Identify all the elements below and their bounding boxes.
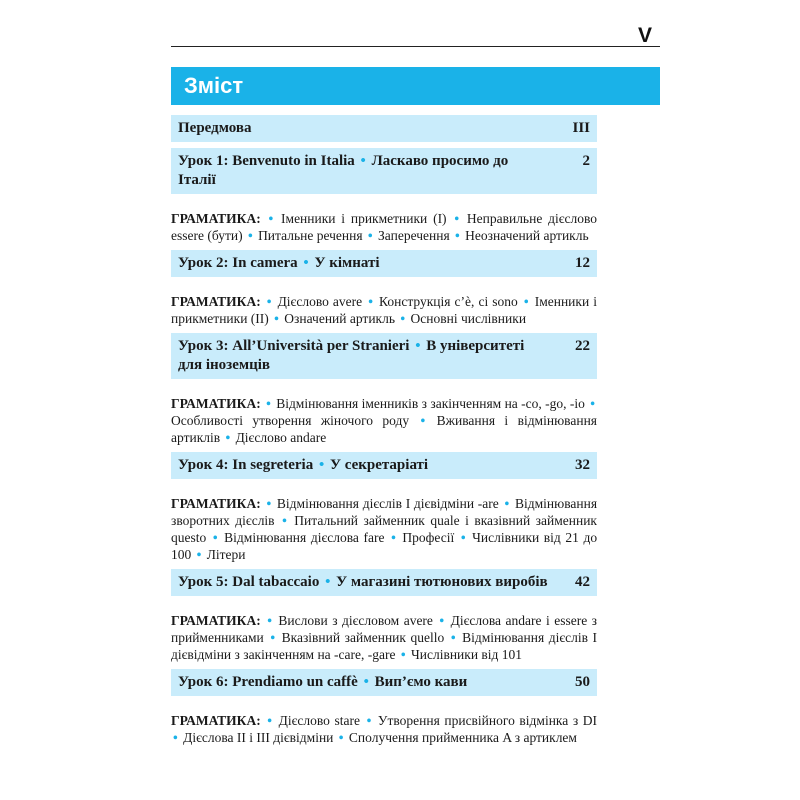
lesson-page-number: 22 xyxy=(575,338,590,354)
bullet-icon: • xyxy=(282,513,287,528)
grammar-topic: Основні числівники xyxy=(410,311,527,326)
grammar-topic: Числівники від 101 xyxy=(410,647,523,662)
grammar-topic: Утворення присвійного відмінка з DI xyxy=(377,713,598,728)
bullet-icon: • xyxy=(420,413,426,428)
bullet-icon: • xyxy=(225,430,231,445)
bullet-icon: • xyxy=(267,713,273,728)
bullet-icon: • xyxy=(303,255,309,271)
bullet-icon: • xyxy=(400,311,406,326)
grammar-topic: Дієслова andare і essere з прийменниками xyxy=(171,613,597,645)
lesson-title-italian: Benvenuto in Italia xyxy=(232,153,355,169)
grammar-topic: Відмінювання іменників з закінченням на -co, -go, -io xyxy=(276,396,585,411)
grammar-topic: Іменники і прикметники (I) xyxy=(281,211,447,226)
preface-title: Передмова xyxy=(178,120,252,136)
lesson-title-italian: In camera xyxy=(232,255,298,271)
lesson-grammar-topics xyxy=(171,293,597,327)
grammar-topic: Заперечення xyxy=(378,228,450,243)
bullet-icon: • xyxy=(267,613,272,628)
grammar-topic: Вислови з дієсловом avere xyxy=(278,613,433,628)
lesson-title-ukrainian: У секретаріаті xyxy=(329,457,429,473)
toc-entry-lesson-5[interactable] xyxy=(171,569,597,596)
grammar-topic: Дієслово avere xyxy=(277,294,363,309)
lesson-title xyxy=(178,152,548,190)
lesson-title-italian: Dal tabaccaio xyxy=(232,574,320,590)
lesson-grammar-topics xyxy=(171,712,597,746)
lesson-prefix: Урок 5: xyxy=(178,574,229,590)
lesson-page-number: 50 xyxy=(575,674,590,690)
bullet-icon: • xyxy=(270,630,276,645)
contents-title: Зміст xyxy=(184,73,244,98)
grammar-topic: Вказівний займенник quello xyxy=(281,630,445,645)
bullet-icon: • xyxy=(212,530,218,545)
lesson-title-italian: All’Università per Stranieri xyxy=(232,338,410,354)
grammar-topic: Професії xyxy=(402,530,455,545)
grammar-topic: Означений артикль xyxy=(284,311,396,326)
grammar-topic: Дієслово andare xyxy=(235,430,327,445)
grammar-topic: Числівники від 21 до 100 xyxy=(171,530,598,562)
bullet-icon: • xyxy=(391,530,396,545)
lesson-title xyxy=(178,673,548,692)
grammar-topic: Літери xyxy=(206,547,246,562)
grammar-label: ГРАМАТИКА: xyxy=(171,613,261,628)
lesson-title-italian: Prendiamo un caffè xyxy=(232,674,358,690)
bullet-icon: • xyxy=(450,630,456,645)
lesson-title-italian: In segreteria xyxy=(232,457,314,473)
lesson-title-ukrainian: Вип’ємо кави xyxy=(374,674,468,690)
page-number: V xyxy=(638,24,653,47)
bullet-icon: • xyxy=(266,294,272,309)
top-rule xyxy=(171,46,660,47)
grammar-topic: Відмінювання дієслів I дієвідміни з закінченням на -care, -gare xyxy=(171,630,598,662)
grammar-label: ГРАМАТИКА: xyxy=(171,496,261,511)
toc-entry-lesson-1[interactable] xyxy=(171,148,597,194)
grammar-topic: Сполучення прийменника A з артиклем xyxy=(348,730,577,745)
lesson-page-number: 2 xyxy=(582,153,590,169)
bullet-icon: • xyxy=(439,613,445,628)
lesson-title xyxy=(178,456,548,475)
lesson-grammar-topics xyxy=(171,495,597,563)
bullet-icon: • xyxy=(196,547,202,562)
bullet-icon: • xyxy=(400,647,406,662)
grammar-topic: Особливості утворення жіночого роду xyxy=(171,413,410,428)
lesson-prefix: Урок 6: xyxy=(178,674,229,690)
grammar-topic: Іменники і прикметники (II) xyxy=(171,294,598,326)
bullet-icon: • xyxy=(460,530,466,545)
bullet-icon: • xyxy=(455,228,460,243)
toc-entry-lesson-6[interactable] xyxy=(171,669,597,696)
grammar-topic: Дієслово stare xyxy=(278,713,360,728)
lesson-title-ukrainian: У магазині тютюнових виробів xyxy=(336,574,548,590)
lesson-prefix: Урок 4: xyxy=(178,457,229,473)
lesson-grammar-topics xyxy=(171,210,597,244)
bullet-icon: • xyxy=(360,153,366,169)
bullet-icon: • xyxy=(366,713,372,728)
grammar-label: ГРАМАТИКА: xyxy=(171,713,261,728)
bullet-icon: • xyxy=(325,574,331,590)
preface-page: III xyxy=(572,120,590,136)
bullet-icon: • xyxy=(266,496,272,511)
grammar-label: ГРАМАТИКА: xyxy=(171,211,261,226)
grammar-topic: Конструкція c’è, ci sono xyxy=(379,294,518,309)
bullet-icon: • xyxy=(318,457,325,473)
grammar-label: ГРАМАТИКА: xyxy=(171,294,261,309)
bullet-icon: • xyxy=(268,211,274,226)
bullet-icon: • xyxy=(367,228,373,243)
bullet-icon: • xyxy=(504,496,510,511)
lesson-prefix: Урок 1: xyxy=(178,153,229,169)
contents-header-bar xyxy=(171,67,660,105)
grammar-topic: Неправильне дієслово essere (бути) xyxy=(171,211,598,243)
bullet-icon: • xyxy=(274,311,279,326)
grammar-topic: Неозначений артикль xyxy=(465,228,589,243)
lesson-prefix: Урок 2: xyxy=(178,255,229,271)
lesson-page-number: 42 xyxy=(575,574,590,590)
grammar-topic: Дієслова II і III дієвідміни xyxy=(183,730,334,745)
lesson-title xyxy=(178,573,548,592)
bullet-icon: • xyxy=(454,211,460,226)
lesson-title xyxy=(178,337,548,375)
lesson-title-ukrainian: Ласкаво просимо до Італії xyxy=(178,153,509,188)
lesson-title-ukrainian: В університеті для іноземців xyxy=(178,338,525,373)
grammar-topic: Відмінювання зворотних дієслів xyxy=(171,496,598,528)
grammar-topic: Вживання і відмінювання артиклів xyxy=(171,413,598,445)
bullet-icon: • xyxy=(523,294,529,309)
bullet-icon: • xyxy=(363,674,369,690)
toc-entry-lesson-3[interactable] xyxy=(171,333,597,379)
bullet-icon: • xyxy=(368,294,373,309)
bullet-icon: • xyxy=(415,338,421,354)
lesson-title-ukrainian: У кімнаті xyxy=(314,255,380,271)
lesson-page-number: 32 xyxy=(575,457,590,473)
bullet-icon: • xyxy=(247,228,253,243)
grammar-topic: Відмінювання дієслів I дієвідміни -are xyxy=(276,496,499,511)
lesson-prefix: Урок 3: xyxy=(178,338,229,354)
grammar-topic: Питальне речення xyxy=(258,228,363,243)
toc-entry-lesson-2[interactable] xyxy=(171,250,597,277)
grammar-label: ГРАМАТИКА: xyxy=(171,396,261,411)
lesson-page-number: 12 xyxy=(575,255,590,271)
bullet-icon: • xyxy=(173,730,178,745)
table-of-contents xyxy=(171,115,597,752)
toc-entry-preface[interactable] xyxy=(171,115,597,142)
bullet-icon: • xyxy=(590,396,596,411)
lesson-grammar-topics xyxy=(171,612,597,663)
bullet-icon: • xyxy=(266,396,271,411)
grammar-topic: Відмінювання дієслова fare xyxy=(224,530,385,545)
lesson-grammar-topics xyxy=(171,395,597,446)
bullet-icon: • xyxy=(338,730,344,745)
lesson-title xyxy=(178,254,548,273)
grammar-topic: Питальний займенник quale і вказівний займенник questo xyxy=(171,513,597,545)
toc-entry-lesson-4[interactable] xyxy=(171,452,597,479)
